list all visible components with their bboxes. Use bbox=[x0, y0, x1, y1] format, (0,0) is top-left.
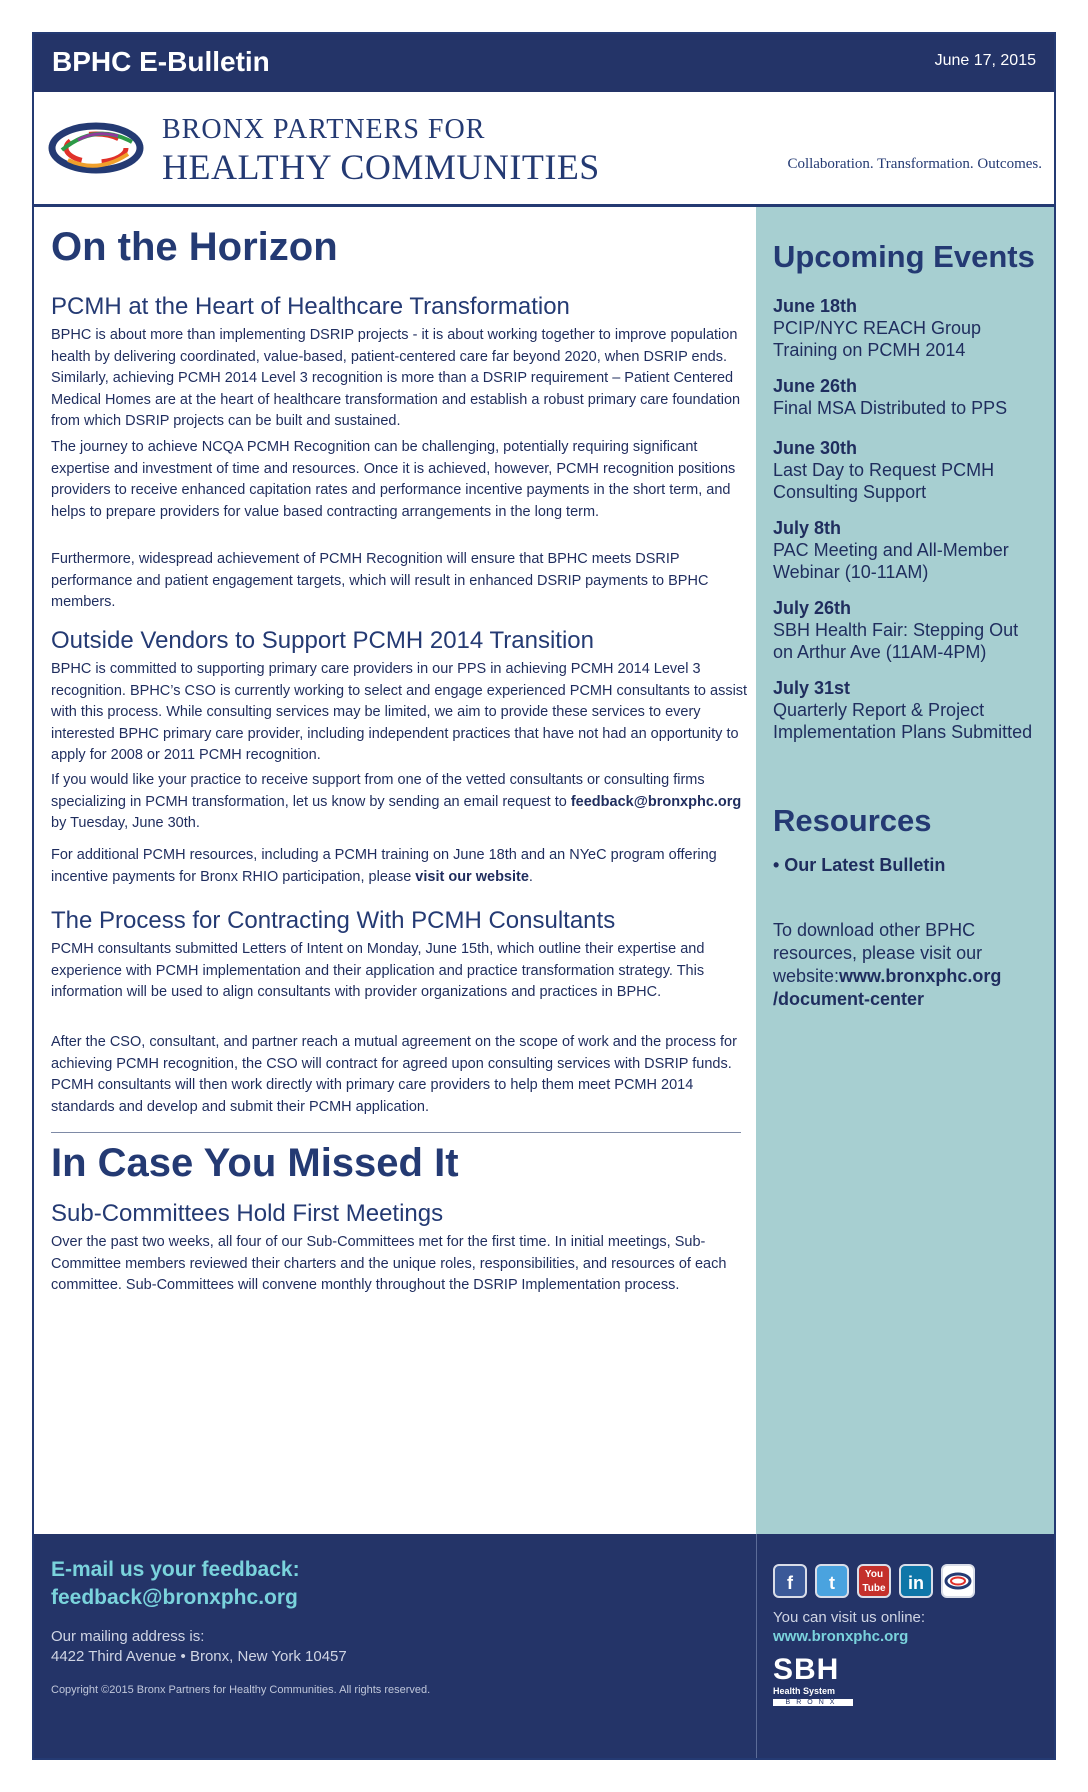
mailing-address: 4422 Third Avenue • Bronx, New York 10457 bbox=[51, 1648, 347, 1665]
event-text: PCIP/NYC REACH Group Training on PCMH 2014 bbox=[773, 318, 982, 360]
tagline: Collaboration. Transformation. Outcomes. bbox=[787, 156, 1042, 172]
feedback-email-link[interactable]: feedback@bronxphc.org bbox=[51, 1586, 298, 1609]
bphc-logo-icon bbox=[48, 120, 144, 176]
org-name-line1: BRONX PARTNERS FOR bbox=[162, 114, 486, 145]
event-item bbox=[773, 677, 1043, 743]
event-date: July 26th bbox=[773, 598, 852, 618]
section-title-missed: In Case You Missed It bbox=[51, 1141, 459, 1185]
org-name-line2: HEALTHY COMMUNITIES bbox=[162, 147, 600, 187]
visit-website-link[interactable]: visit our website bbox=[415, 868, 529, 885]
sbh-logo-bronx: BRONX bbox=[773, 1699, 853, 1706]
download-text: To download other BPHC resources, please visit our website: bbox=[773, 920, 983, 986]
article-heading: Outside Vendors to Support PCMH 2014 Transition bbox=[51, 627, 594, 654]
sbh-logo-text: SBH bbox=[773, 1653, 840, 1686]
event-date: July 31st bbox=[773, 678, 851, 698]
twitter-icon[interactable]: t bbox=[815, 1564, 849, 1598]
article-paragraph: BPHC is about more than implementing DSRIP projects - it is about working together to improve population health by delivering coordinated, value-based, patient-centered care far beyond 2020, when DSRIP ends. Similarly, achieving PCMH 2014 Level 3 recognition is more than a DSRIP requirement – Patient Centered Medical Homes are at the heart of healthcare transformation and establish a robust primary care foundation from which DSRIP projects can be built and sustained. bbox=[51, 327, 741, 429]
copyright: Copyright ©2015 Bronx Partners for Healthy Communities. All rights reserved. bbox=[51, 1684, 431, 1696]
latest-bulletin-link[interactable]: • Our Latest Bulletin bbox=[773, 855, 946, 875]
section-title-horizon: On the Horizon bbox=[51, 225, 338, 269]
event-item bbox=[773, 375, 1043, 419]
paragraph-text: If you would like your practice to receive support from one of the vetted consultants or consulting firms specializing in PCMH transformation, let us know by sending an email request to bbox=[51, 772, 705, 810]
event-text: Final MSA Distributed to PPS bbox=[773, 398, 1008, 418]
bulletin-title: BPHC E-Bulletin bbox=[52, 46, 270, 77]
article-paragraph: The journey to achieve NCQA PCMH Recognition can be challenging, potentially requiring significant expertise and investment of time and resources. Once it is achieved, however, PCMH recognition positions providers to receive enhanced capitation rates and performance incentive payments in the short term, and helps to prepare providers for value based contracting arrangements in the long term. bbox=[51, 439, 736, 520]
article-paragraph bbox=[51, 845, 751, 888]
youtube-icon[interactable]: You Tube bbox=[857, 1564, 891, 1598]
bphc-logo-icon[interactable] bbox=[941, 1564, 975, 1598]
event-date: June 26th bbox=[773, 376, 858, 396]
resources-title: Resources bbox=[773, 803, 932, 838]
event-text: Quarterly Report & Project Implementation Plans Submitted bbox=[773, 700, 1033, 742]
main-column bbox=[34, 207, 756, 1534]
article-heading: The Process for Contracting With PCMH Consultants bbox=[51, 907, 616, 934]
bulletin-date: June 17, 2015 bbox=[934, 52, 1036, 69]
event-item bbox=[773, 597, 1043, 663]
footer bbox=[34, 1534, 1054, 1758]
linkedin-icon[interactable]: in bbox=[899, 1564, 933, 1598]
document-center-link[interactable]: www.bronxphc.org bbox=[839, 966, 1002, 986]
paragraph-text: by Tuesday, June 30th. bbox=[51, 815, 200, 831]
bphc-logo-icon bbox=[943, 1566, 973, 1596]
article-paragraph: Furthermore, widespread achievement of PCMH Recognition will ensure that BPHC meets DSRIP performance and patient engagement targets, which will result in enhanced DSRIP payments to BPHC members. bbox=[51, 551, 709, 610]
footer-divider bbox=[756, 1534, 757, 1758]
paragraph-text: For additional PCMH resources, including a PCMH training on June 18th and an NYeC program offering incentive payments for Bronx RHIO participation, please bbox=[51, 847, 717, 885]
download-text-block bbox=[773, 919, 1043, 1011]
events-title: Upcoming Events bbox=[773, 239, 1035, 274]
paragraph-text: . bbox=[528, 868, 533, 885]
bulletin-frame bbox=[32, 32, 1056, 1760]
section-divider bbox=[51, 1132, 741, 1133]
sbh-logo-subtext: Health System bbox=[773, 1686, 836, 1696]
event-item bbox=[773, 437, 1043, 503]
article-paragraph bbox=[51, 770, 751, 835]
event-date: July 8th bbox=[773, 518, 842, 538]
event-item bbox=[773, 295, 1043, 361]
article-paragraph: Over the past two weeks, all four of our Sub-Committees met for the first time. In initial meetings, Sub-Committee members reviewed their charters and the unique roles, responsibilities, and resources of each committee. Sub-Committees will convene monthly throughout the DSRIP Implementation process. bbox=[51, 1234, 727, 1293]
event-text: SBH Health Fair: Stepping Out on Arthur Ave (11AM-4PM) bbox=[773, 620, 1019, 662]
event-date: June 30th bbox=[773, 438, 858, 458]
article-paragraph: PCMH consultants submitted Letters of Intent on Monday, June 15th, which outline their expertise and experience with PCMH implementation and their application and practice transformation strategy. This information will be used to align consultants with provider organizations and practices in BPHC. bbox=[51, 941, 705, 1000]
document-center-link-path[interactable]: /document-center bbox=[773, 989, 925, 1009]
sidebar bbox=[756, 207, 1054, 1534]
website-link[interactable]: www.bronxphc.org bbox=[773, 1628, 909, 1645]
event-date: June 18th bbox=[773, 296, 858, 316]
article-heading: PCMH at the Heart of Healthcare Transformation bbox=[51, 293, 570, 320]
masthead bbox=[34, 92, 1054, 207]
social-icons bbox=[773, 1564, 975, 1598]
article-paragraph: BPHC is committed to supporting primary care providers in our PPS in achieving PCMH 2014 Level 3 recognition. BPHC’s CSO is currently working to select and engage experienced PCMH consultants to assist with this process. While consulting services may be limited, we aim to provide these services to every interested BPHC primary care provider, including independent practices that have not had an opportunity to apply for 2008 or 2011 PCMH recognition. bbox=[51, 661, 748, 763]
sbh-logo bbox=[773, 1654, 853, 1716]
top-bar bbox=[34, 34, 1054, 92]
event-text: Last Day to Request PCMH Consulting Support bbox=[773, 460, 995, 502]
event-item bbox=[773, 517, 1043, 583]
article-paragraph: After the CSO, consultant, and partner reach a mutual agreement on the scope of work and the process for achieving PCMH recognition, the CSO will contract for agreed upon consulting services with DSRIP funds. PCMH consultants will then work directly with primary care providers to help them meet PCMH 2014 standards and develop and submit their PCMH application. bbox=[51, 1034, 737, 1115]
visit-label: You can visit us online: bbox=[773, 1609, 926, 1626]
feedback-email-link[interactable]: feedback@bronxphc.org bbox=[570, 793, 742, 810]
mailing-label: Our mailing address is: bbox=[51, 1628, 205, 1645]
event-text: PAC Meeting and All-Member Webinar (10-11AM) bbox=[773, 540, 1009, 582]
facebook-icon[interactable]: f bbox=[773, 1564, 807, 1598]
feedback-label: E-mail us your feedback: bbox=[51, 1558, 300, 1581]
article-heading: Sub-Committees Hold First Meetings bbox=[51, 1200, 444, 1227]
